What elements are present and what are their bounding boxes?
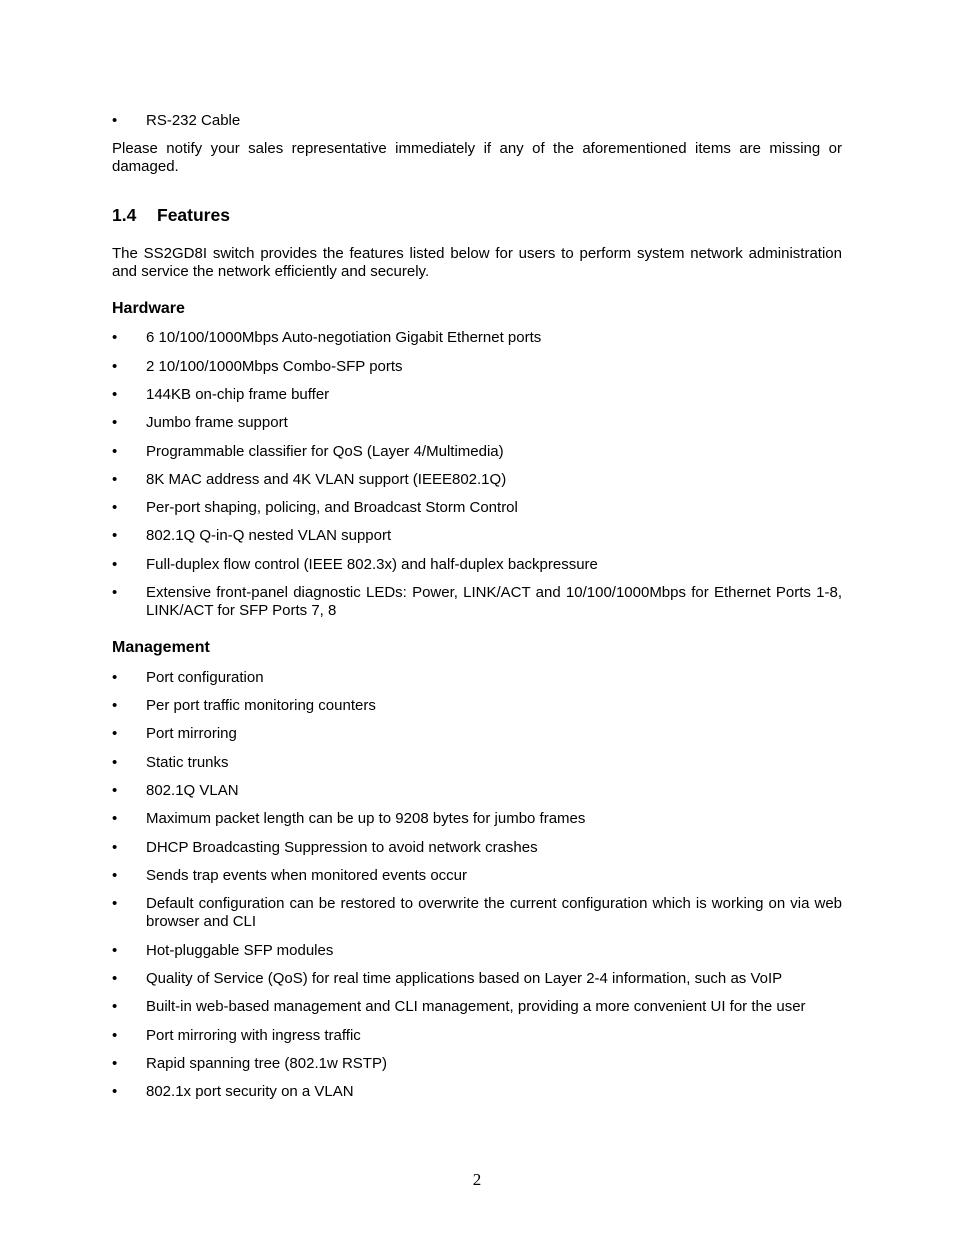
list-item: • Built-in web-based management and CLI management, providing a more convenient UI for the user <box>112 998 806 1015</box>
list-item: • 6 10/100/1000Mbps Auto-negotiation Gigabit Ethernet ports <box>112 329 542 346</box>
list-item: • Maximum packet length can be up to 9208 bytes for jumbo frames <box>112 810 586 827</box>
list-item: • Rapid spanning tree (802.1w RSTP) <box>112 1055 387 1072</box>
bullet-icon: • <box>112 725 118 742</box>
list-item: • Full-duplex flow control (IEEE 802.3x) and half-duplex backpressure <box>112 556 598 573</box>
bullet-icon: • <box>112 998 118 1015</box>
page-number: 2 <box>472 1170 482 1189</box>
bullet-icon: • <box>112 754 118 771</box>
bullet-icon: • <box>112 970 118 987</box>
list-item: • Port mirroring <box>112 725 237 742</box>
bullet-icon: • <box>112 1055 118 1072</box>
bullet-icon: • <box>112 782 118 799</box>
list-item: • Quality of Service (QoS) for real time applications based on Layer 2-4 information, such as VoIP <box>112 970 783 987</box>
bullet-icon: • <box>112 810 118 827</box>
list-item: • 802.1Q Q-in-Q nested VLAN support <box>112 527 392 544</box>
list-item: • Programmable classifier for QoS (Layer 4/Multimedia) <box>112 443 504 460</box>
list-item: • Per port traffic monitoring counters <box>112 697 376 714</box>
section-title: Features <box>157 205 230 225</box>
bullet-icon: • <box>112 839 118 856</box>
bullet-icon: • <box>112 112 118 129</box>
list-item: • Extensive front-panel diagnostic LEDs: Power, LINK/ACT and 10/100/1000Mbps for Ethernet Ports 1-8, LINK/ACT for SFP Ports 7, 8 <box>112 584 842 619</box>
bullet-icon: • <box>112 697 118 714</box>
bullet-icon: • <box>112 358 118 375</box>
package-contents-list <box>112 112 842 130</box>
list-item: • Per-port shaping, policing, and Broadcast Storm Control <box>112 499 518 516</box>
list-item: • Jumbo frame support <box>112 414 288 431</box>
list-item: • RS-232 Cable <box>112 112 241 129</box>
notice-paragraph: Please notify your sales representative immediately if any of the aforementioned items are missing or damaged. <box>112 140 842 175</box>
bullet-icon: • <box>112 443 118 460</box>
bullet-icon: • <box>112 471 118 488</box>
bullet-icon: • <box>112 942 118 959</box>
section-heading <box>112 204 842 226</box>
list-item: • Default configuration can be restored to overwrite the current configuration which is working on via web browser and CLI <box>112 895 842 930</box>
bullet-icon: • <box>112 329 118 346</box>
management-heading: Management <box>112 639 210 656</box>
bullet-icon: • <box>112 1027 118 1044</box>
list-item: • Sends trap events when monitored events occur <box>112 867 468 884</box>
bullet-icon: • <box>112 386 118 403</box>
section-number: 1.4 <box>112 205 137 225</box>
list-item: • 802.1x port security on a VLAN <box>112 1083 354 1100</box>
intro-paragraph: The SS2GD8I switch provides the features listed below for users to perform system network administration and service the network efficiently and securely. <box>112 245 842 280</box>
bullet-icon: • <box>112 895 118 912</box>
bullet-icon: • <box>112 584 118 601</box>
bullet-icon: • <box>112 1083 118 1100</box>
list-item: • 802.1Q VLAN <box>112 782 239 799</box>
list-item: • 2 10/100/1000Mbps Combo-SFP ports <box>112 358 403 375</box>
list-item: • DHCP Broadcasting Suppression to avoid network crashes <box>112 839 538 856</box>
list-item: • 144KB on-chip frame buffer <box>112 386 330 403</box>
bullet-icon: • <box>112 527 118 544</box>
list-item: • Port configuration <box>112 669 264 686</box>
bullet-icon: • <box>112 669 118 686</box>
bullet-icon: • <box>112 556 118 573</box>
list-item: • Static trunks <box>112 754 229 771</box>
list-item: • Port mirroring with ingress traffic <box>112 1027 361 1044</box>
bullet-icon: • <box>112 414 118 431</box>
bullet-icon: • <box>112 867 118 884</box>
bullet-icon: • <box>112 499 118 516</box>
hardware-heading: Hardware <box>112 300 185 317</box>
list-item: • 8K MAC address and 4K VLAN support (IEEE802.1Q) <box>112 471 507 488</box>
list-item: • Hot-pluggable SFP modules <box>112 942 334 959</box>
